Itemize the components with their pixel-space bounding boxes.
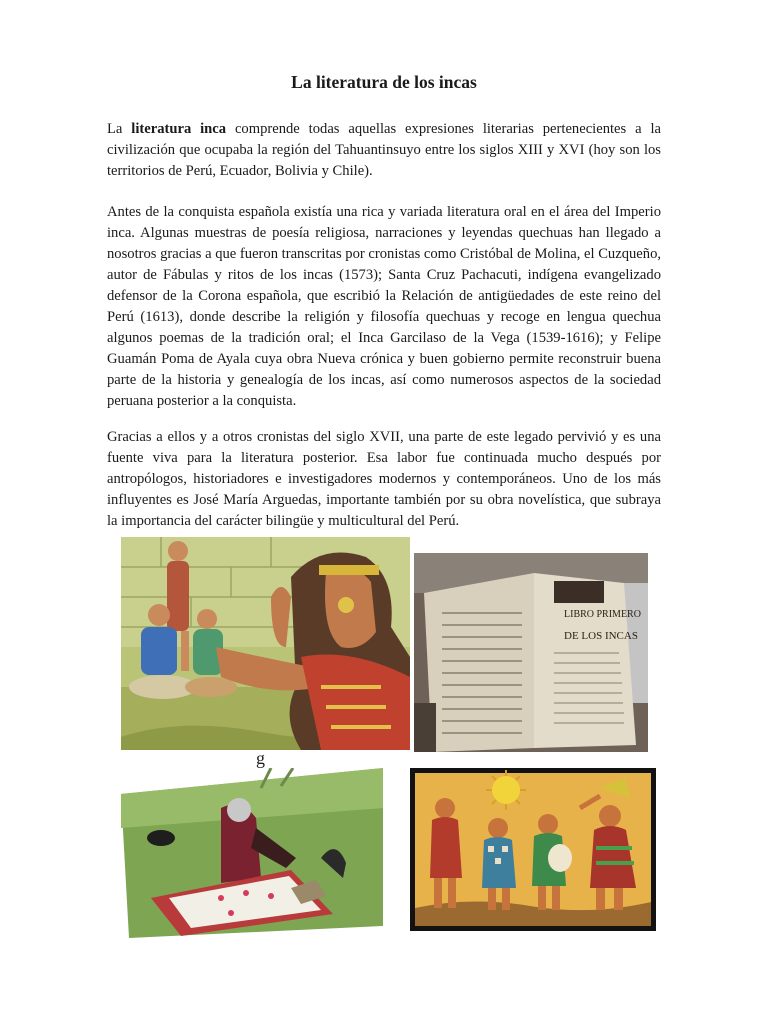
inca-festival-illustration xyxy=(410,768,656,931)
book-text-line1: LIBRO PRIMERO xyxy=(564,609,641,620)
page-title: La literatura de los incas xyxy=(291,72,477,92)
intro-lead: La xyxy=(107,121,132,137)
paragraph-oral-literature: Antes de la conquista española existía una rica y variada literatura oral en el área del Imperio inca. Algunas muestras de poesía religiosa, narraciones y leyendas quechuas han llegado a nosotros gracias a que fueron transcritas por cronistas como Cristóbal de Molina, el Cuzqueño, autor de Fábulas y ritos de los incas (1573); Santa Cruz Pachacuti, indígena evangelizado defensor de la Corona española, que escribió la Relación de antigüedades de este reino del Perú (1613), donde describe la religión y filosofía quechuas y recoge en lengua quechua algunos poemas de la tradición oral; el Inca Garcilaso de la Vega (1539-1616); y Felipe Guamán Poma de Ayala cuya obra Nueva crónica y buen gobierno permite reconstruir buena parte de la historia y genealogía de los incas, así como numerosos aspectos de la sociedad peruana posterior a la conquista. xyxy=(107,204,662,409)
old-book-photo xyxy=(414,553,648,752)
paragraph-chroniclers: Gracias a ellos y a otros cronistas del siglo XVII, una parte de este legado pervivió y es una fuente viva para la literatura posterior. Esa labor fue continuada mucho después por antropólogos, historiadores e investigadores modernos y contemporáneos. Uno de los más influyentes es José María Arguedas, importante también por su obra novelística, que subraya la importancia del carácter bilingüe y multicultural del Perú. xyxy=(107,429,661,529)
book-text-line2: DE LOS INCAS xyxy=(564,630,638,642)
inca-storyteller-illustration xyxy=(121,537,410,750)
intro-bold-term: literatura inca xyxy=(131,121,227,137)
andean-ritual-photo xyxy=(121,768,383,938)
stray-glyph: g xyxy=(256,748,265,768)
intro-rest: comprende todas aquellas expresiones literarias pertenecientes a la civilización que ocupaba la región del Tahuantinsuyo entre los siglos XIII y XVI (hoy son los territorios de Perú, Ecuador, Bolivia y Chile). xyxy=(107,121,661,179)
paragraph-intro xyxy=(107,119,661,182)
